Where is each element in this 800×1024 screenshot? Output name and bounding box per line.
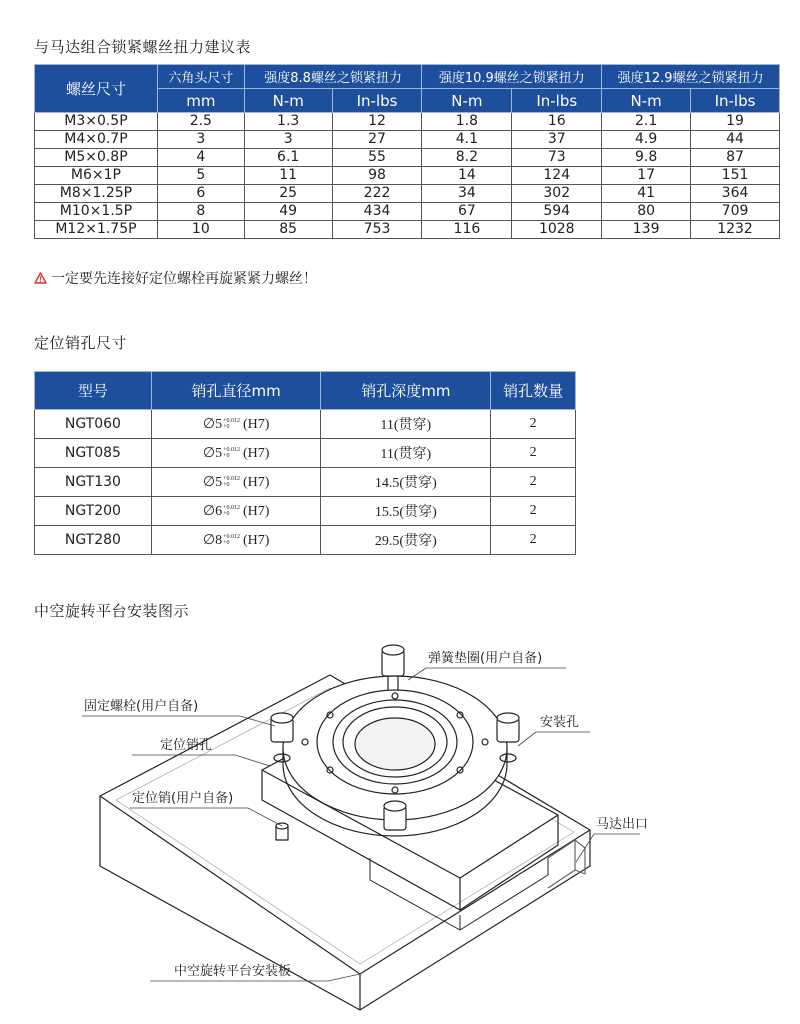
torque-cell: M3×0.5P bbox=[35, 113, 158, 131]
inlbs-header: In-lbs bbox=[332, 89, 422, 113]
count-cell: 2 bbox=[491, 439, 576, 468]
motor-outlet-label: 马达出口 bbox=[596, 817, 649, 832]
tolerance-upper: +0.012 bbox=[223, 505, 240, 512]
diameter-value: ∅5 bbox=[202, 416, 223, 432]
torque-cell: M5×0.8P bbox=[35, 149, 158, 167]
nm-header: N-m bbox=[602, 89, 691, 113]
torque-cell: M6×1P bbox=[35, 167, 158, 185]
torque-row bbox=[35, 113, 780, 131]
install-section-title: 中空旋转平台安装图示 bbox=[34, 602, 190, 620]
torque-cell: 67 bbox=[422, 203, 512, 221]
warning-icon bbox=[34, 272, 47, 284]
warning-text: 一定要先连接好定位螺栓再旋紧紧力螺丝！ bbox=[51, 271, 317, 287]
depth-cell: 15.5(贯穿) bbox=[321, 497, 491, 526]
torque-cell: 6.1 bbox=[244, 149, 332, 167]
tolerance bbox=[223, 476, 240, 488]
torque-row bbox=[35, 131, 780, 149]
tolerance-lower: +0 bbox=[223, 511, 230, 518]
torque-cell: 116 bbox=[422, 221, 512, 239]
warning-note bbox=[34, 268, 317, 288]
diameter-cell bbox=[151, 439, 321, 468]
grade-109-header: 强度10.9螺丝之锁紧扭力 bbox=[422, 65, 602, 89]
tolerance-upper: +0.012 bbox=[223, 418, 240, 425]
torque-section-title: 与马达组合锁紧螺丝扭力建议表 bbox=[34, 38, 252, 56]
torque-cell: 2.5 bbox=[157, 113, 244, 131]
pin-row bbox=[35, 439, 576, 468]
pin-row bbox=[35, 526, 576, 555]
torque-row bbox=[35, 149, 780, 167]
hex-unit-header: mm bbox=[157, 89, 244, 113]
tolerance bbox=[223, 418, 240, 430]
torque-row bbox=[35, 167, 780, 185]
torque-cell: 55 bbox=[332, 149, 422, 167]
pin-row bbox=[35, 497, 576, 526]
depth-cell: 14.5(贯穿) bbox=[321, 468, 491, 497]
torque-cell: M8×1.25P bbox=[35, 185, 158, 203]
torque-cell: 73 bbox=[512, 149, 602, 167]
pin-hole-label: 定位销孔 bbox=[160, 738, 213, 753]
count-cell: 2 bbox=[491, 410, 576, 439]
torque-cell: 124 bbox=[512, 167, 602, 185]
tolerance-upper: +0.012 bbox=[223, 476, 240, 483]
torque-cell: 4.9 bbox=[602, 131, 691, 149]
model-cell: NGT060 bbox=[35, 410, 152, 439]
model-cell: NGT085 bbox=[35, 439, 152, 468]
mount-plate-label: 中空旋转平台安装板 bbox=[174, 964, 292, 979]
fit-class: (H7) bbox=[242, 445, 270, 461]
depth-cell: 11(贯穿) bbox=[321, 439, 491, 468]
fit-class: (H7) bbox=[242, 474, 270, 490]
diameter-value: ∅5 bbox=[202, 445, 223, 461]
torque-cell: 16 bbox=[512, 113, 602, 131]
torque-cell: 709 bbox=[691, 203, 780, 221]
count-cell: 2 bbox=[491, 526, 576, 555]
torque-cell: 5 bbox=[157, 167, 244, 185]
screw-size-header: 螺丝尺寸 bbox=[35, 65, 158, 113]
torque-cell: 1028 bbox=[512, 221, 602, 239]
torque-cell: 1.8 bbox=[422, 113, 512, 131]
torque-cell: 34 bbox=[422, 185, 512, 203]
diameter-value: ∅6 bbox=[202, 503, 223, 519]
torque-cell: 87 bbox=[691, 149, 780, 167]
torque-cell: 434 bbox=[332, 203, 422, 221]
pin-row bbox=[35, 410, 576, 439]
tolerance-lower: +0 bbox=[223, 482, 230, 489]
torque-cell: 222 bbox=[332, 185, 422, 203]
tolerance bbox=[223, 447, 240, 459]
torque-cell: 85 bbox=[244, 221, 332, 239]
torque-cell: 6 bbox=[157, 185, 244, 203]
torque-cell: 4.1 bbox=[422, 131, 512, 149]
pin-hole-table bbox=[34, 371, 576, 555]
torque-table bbox=[34, 64, 780, 239]
torque-cell: 14 bbox=[422, 167, 512, 185]
torque-cell: 44 bbox=[691, 131, 780, 149]
model-header: 型号 bbox=[35, 372, 152, 410]
torque-cell: 8.2 bbox=[422, 149, 512, 167]
fixing-bolt-label: 固定螺栓(用户自备) bbox=[84, 699, 199, 714]
torque-cell: M4×0.7P bbox=[35, 131, 158, 149]
diameter-header: 销孔直径mm bbox=[151, 372, 321, 410]
torque-cell: 3 bbox=[157, 131, 244, 149]
torque-row bbox=[35, 221, 780, 239]
torque-cell: 10 bbox=[157, 221, 244, 239]
torque-cell: 4 bbox=[157, 149, 244, 167]
tolerance-upper: +0.012 bbox=[223, 447, 240, 454]
grade-129-header: 强度12.9螺丝之锁紧扭力 bbox=[602, 65, 780, 89]
model-cell: NGT130 bbox=[35, 468, 152, 497]
torque-cell: 11 bbox=[244, 167, 332, 185]
tolerance bbox=[223, 505, 240, 517]
inlbs-header: In-lbs bbox=[512, 89, 602, 113]
diameter-cell bbox=[151, 468, 321, 497]
fit-class: (H7) bbox=[242, 503, 270, 519]
diameter-value: ∅8 bbox=[202, 532, 223, 548]
nm-header: N-m bbox=[422, 89, 512, 113]
torque-cell: 1.3 bbox=[244, 113, 332, 131]
tolerance bbox=[223, 534, 240, 546]
torque-cell: 98 bbox=[332, 167, 422, 185]
torque-cell: 9.8 bbox=[602, 149, 691, 167]
grade-88-header: 强度8.8螺丝之锁紧扭力 bbox=[244, 65, 422, 89]
diameter-cell bbox=[151, 526, 321, 555]
torque-cell: 3 bbox=[244, 131, 332, 149]
tolerance-lower: +0 bbox=[223, 424, 230, 431]
count-header: 销孔数量 bbox=[491, 372, 576, 410]
torque-cell: 49 bbox=[244, 203, 332, 221]
tolerance-lower: +0 bbox=[223, 540, 230, 547]
torque-cell: 41 bbox=[602, 185, 691, 203]
diameter-value: ∅5 bbox=[202, 474, 223, 490]
torque-cell: 80 bbox=[602, 203, 691, 221]
installation-diagram bbox=[0, 630, 800, 1024]
torque-row bbox=[35, 203, 780, 221]
pin-row bbox=[35, 468, 576, 497]
torque-cell: M10×1.5P bbox=[35, 203, 158, 221]
diameter-cell bbox=[151, 410, 321, 439]
depth-cell: 29.5(贯穿) bbox=[321, 526, 491, 555]
spring-washer-label: 弹簧垫圈(用户自备) bbox=[428, 651, 543, 666]
diameter-cell bbox=[151, 497, 321, 526]
hex-size-header: 六角头尺寸 bbox=[157, 65, 244, 89]
count-cell: 2 bbox=[491, 468, 576, 497]
torque-cell: 27 bbox=[332, 131, 422, 149]
torque-cell: M12×1.75P bbox=[35, 221, 158, 239]
tolerance-upper: +0.012 bbox=[223, 534, 240, 541]
inlbs-header: In-lbs bbox=[691, 89, 780, 113]
torque-cell: 594 bbox=[512, 203, 602, 221]
torque-cell: 19 bbox=[691, 113, 780, 131]
torque-cell: 151 bbox=[691, 167, 780, 185]
torque-cell: 8 bbox=[157, 203, 244, 221]
fit-class: (H7) bbox=[242, 532, 270, 548]
torque-cell: 25 bbox=[244, 185, 332, 203]
model-cell: NGT200 bbox=[35, 497, 152, 526]
torque-cell: 37 bbox=[512, 131, 602, 149]
locating-pin-label: 定位销(用户自备) bbox=[132, 791, 234, 806]
torque-cell: 753 bbox=[332, 221, 422, 239]
torque-cell: 139 bbox=[602, 221, 691, 239]
depth-cell: 11(贯穿) bbox=[321, 410, 491, 439]
torque-cell: 302 bbox=[512, 185, 602, 203]
torque-cell: 364 bbox=[691, 185, 780, 203]
depth-header: 销孔深度mm bbox=[321, 372, 491, 410]
mount-hole-label: 安装孔 bbox=[540, 715, 580, 730]
nm-header: N-m bbox=[244, 89, 332, 113]
pin-section-title: 定位销孔尺寸 bbox=[34, 334, 128, 352]
torque-row bbox=[35, 185, 780, 203]
torque-cell: 1232 bbox=[691, 221, 780, 239]
fit-class: (H7) bbox=[242, 416, 270, 432]
torque-cell: 2.1 bbox=[602, 113, 691, 131]
tolerance-lower: +0 bbox=[223, 453, 230, 460]
torque-cell: 17 bbox=[602, 167, 691, 185]
torque-cell: 12 bbox=[332, 113, 422, 131]
count-cell: 2 bbox=[491, 497, 576, 526]
model-cell: NGT280 bbox=[35, 526, 152, 555]
